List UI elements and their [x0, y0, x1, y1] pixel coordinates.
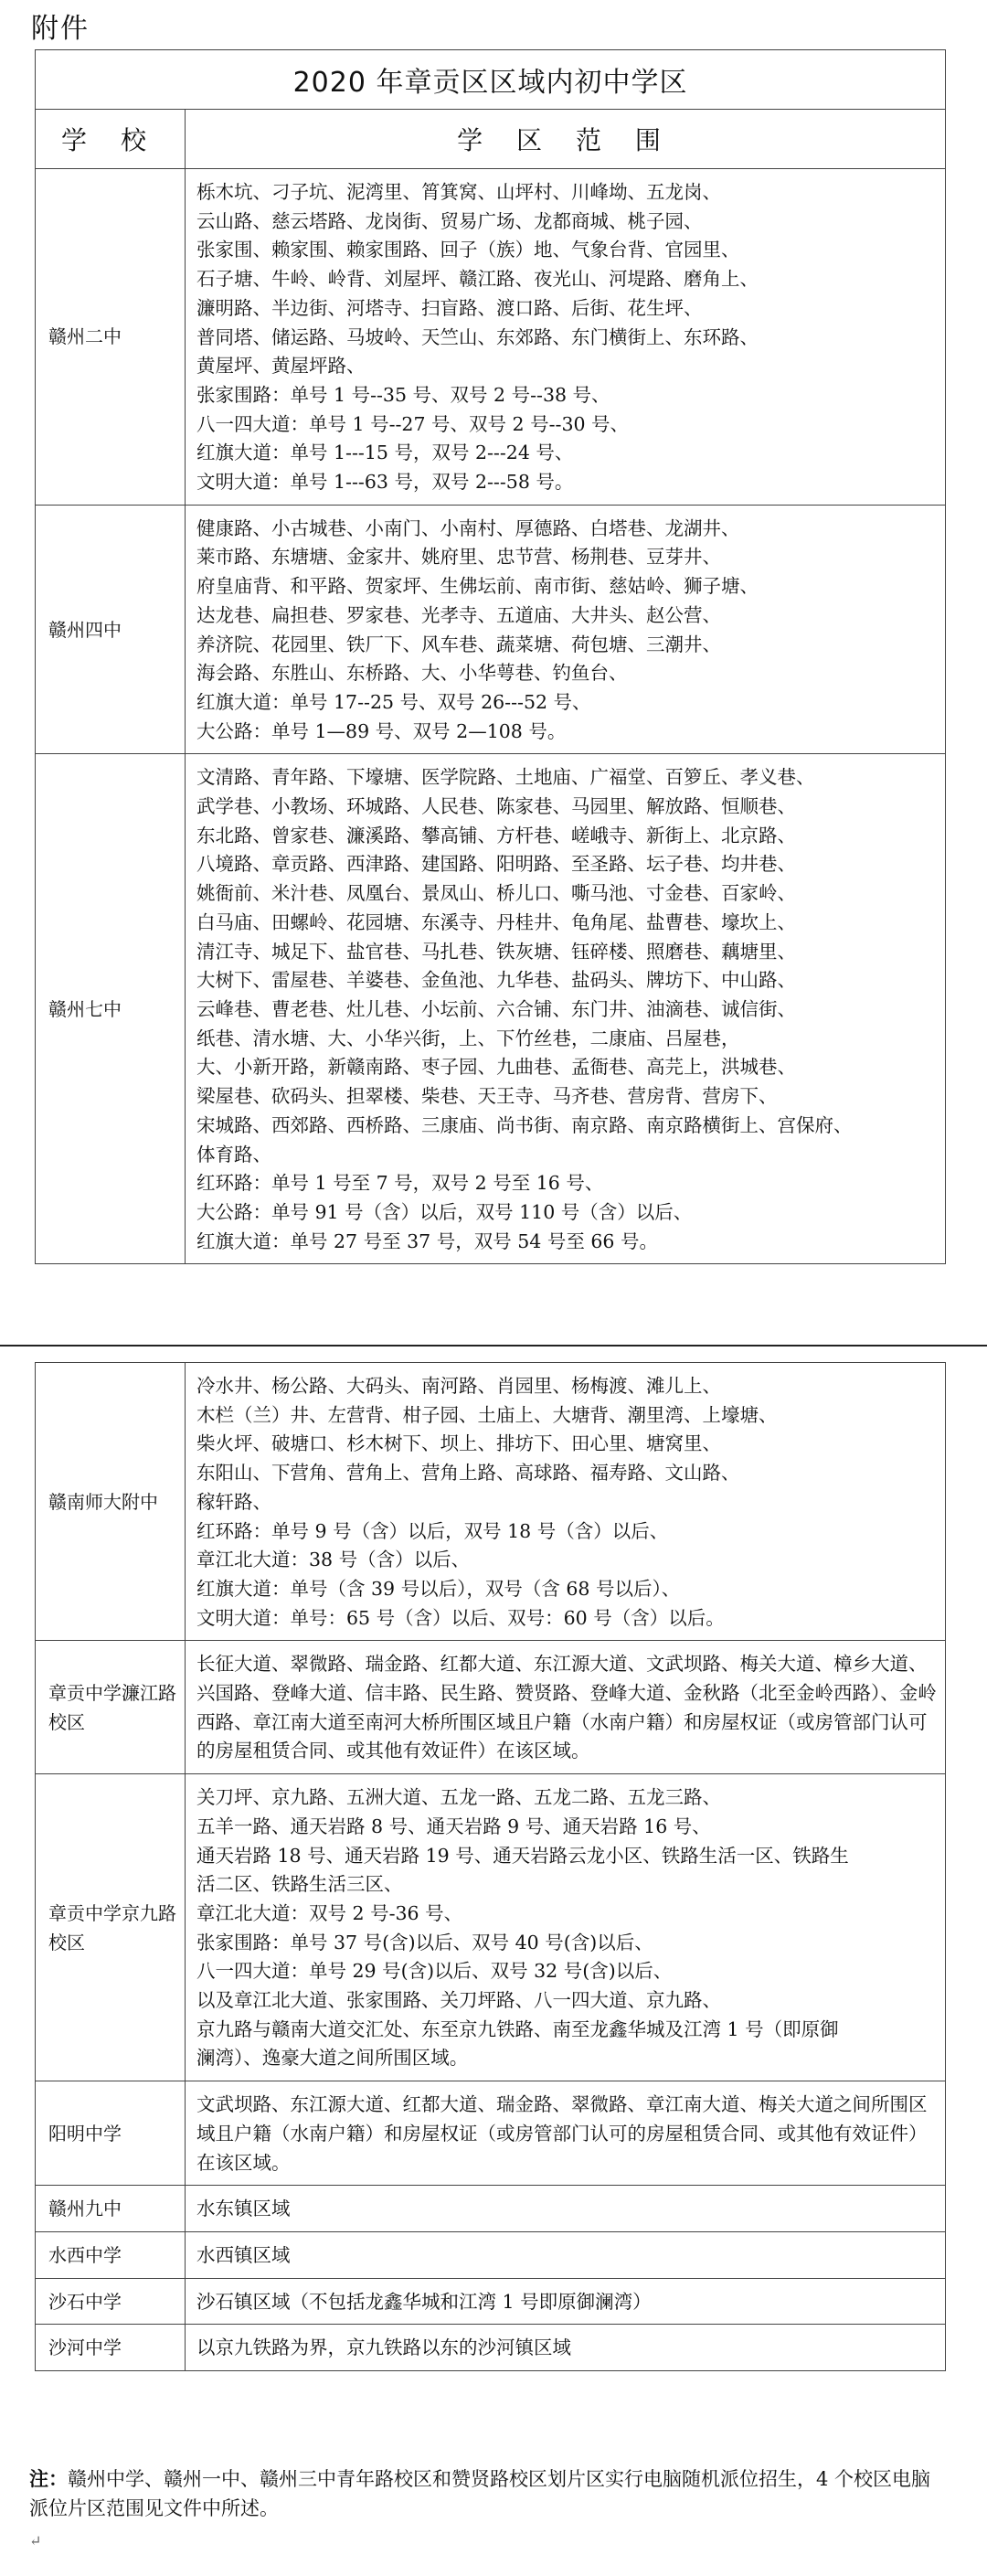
range-line: 以及章江北大道、张家围路、关刀坪路、八一四大道、京九路、 [196, 1989, 721, 2012]
district-range [186, 1641, 946, 1774]
school-name: 章贡中学京九路校区 [36, 1774, 186, 2081]
range-line: 纸巷、清水塘、大、小华兴街，上、下竹丝巷，二康庙、吕屋巷， [196, 1027, 740, 1049]
range-line: 云峰巷、曹老巷、灶儿巷、小坛前、六合铺、东门井、油滴巷、诚信街、 [196, 997, 796, 1020]
table-row [36, 2325, 946, 2371]
range-line: 章江北大道：双号 2 号-36 号、 [196, 1901, 463, 1924]
range-line: 通天岩路 18 号、通天岩路 19 号、通天岩路云龙小区、铁路生活一区、铁路生 [196, 1844, 849, 1867]
range-line: 红环路：单号 1 号至 7 号，双号 2 号至 16 号、 [196, 1172, 604, 1195]
range-line: 木栏（兰）井、左营背、柑子园、土庙上、大塘背、潮里湾、上壕塘、 [196, 1403, 778, 1426]
school-name: 赣州七中 [36, 754, 186, 1264]
range-line: 大公路：单号 91 号（含）以后，双号 110 号（含）以后、 [196, 1200, 693, 1223]
district-range [186, 2325, 946, 2371]
range-line: 莱市路、东塘塘、金家井、姚府里、忠节营、杨荆巷、豆芽井、 [196, 546, 721, 569]
range-line: 达龙巷、扁担巷、罗家巷、光孝寺、五道庙、大井头、赵公营、 [196, 603, 721, 626]
range-line: 红环路：单号 9 号（含）以后，双号 18 号（含）以后、 [196, 1519, 669, 1542]
range-line: 健康路、小古城巷、小南门、小南村、厚德路、白塔巷、龙湖井、 [196, 516, 740, 539]
range-line: 武学巷、小教场、环城路、人民巷、陈家巷、马园里、解放路、恒顺巷、 [196, 795, 796, 818]
range-text: 水西镇区域 [196, 2243, 291, 2266]
range-line: 稼轩路、 [196, 1490, 271, 1513]
footnote [29, 2464, 943, 2523]
school-name: 赣州二中 [36, 169, 186, 506]
range-line: 栎木坑、刁子坑、泥湾里、筲箕窝、山坪村、川峰坳、五龙岗、 [196, 181, 721, 203]
range-text: 水东镇区域 [196, 2198, 291, 2220]
range-line: 宋城路、西郊路、西桥路、三康庙、尚书街、南京路、南京路横街上、宫保府、 [196, 1113, 853, 1136]
school-name: 赣州九中 [36, 2186, 186, 2232]
column-header-range: 学 区 范 围 [186, 110, 946, 169]
range-line: 张家围路：单号 1 号--35 号、双号 2 号--38 号、 [196, 383, 610, 406]
district-range [186, 505, 946, 754]
school-name: 沙河中学 [36, 2325, 186, 2371]
range-line: 文明大道：单号 1---63 号，双号 2---58 号。 [196, 471, 574, 494]
district-range [186, 754, 946, 1264]
footnote-text: 赣州中学、赣州一中、赣州三中青年路校区和赞贤路校区划片区实行电脑随机派位招生，4 个校区电脑派位片区范围见文件中所述。 [29, 2468, 931, 2519]
range-line: 张家围、赖家围、赖家围路、回子（族）地、气象台背、官园里、 [196, 239, 740, 261]
range-line: 章江北大道：38 号（含）以后、 [196, 1549, 471, 1571]
district-table-part1 [35, 49, 946, 1264]
range-line: 体育路、 [196, 1143, 271, 1166]
table-row [36, 2231, 946, 2278]
range-line: 红旗大道：单号 17--25 号、双号 26---52 号、 [196, 690, 591, 713]
school-name: 章贡中学濂江路校区 [36, 1641, 186, 1774]
range-line: 八一四大道：单号 29 号(含)以后、双号 32 号(含)以后、 [196, 1960, 673, 1983]
district-range [186, 1363, 946, 1641]
school-name: 水西中学 [36, 2231, 186, 2278]
range-line: 文明大道：单号：65 号（含）以后、双号：60 号（含）以后。 [196, 1606, 725, 1629]
column-header-school: 学 校 [36, 110, 186, 169]
page-break-line [0, 1345, 987, 1347]
range-line: 梁屋巷、砍码头、担翠楼、柴巷、天王寺、马齐巷、营房背、营房下、 [196, 1085, 778, 1108]
range-text: 沙石镇区域（不包括龙鑫华城和江湾 1 号即原御澜湾） [196, 2290, 652, 2313]
range-line: 东北路、曾家巷、濂溪路、攀高铺、方杆巷、嵯峨寺、新街上、北京路、 [196, 824, 796, 846]
district-range [186, 2186, 946, 2232]
school-name: 赣州四中 [36, 505, 186, 754]
range-line: 八一四大道：单号 1 号--27 号、双号 2 号--30 号、 [196, 412, 630, 435]
range-line: 姚衙前、米汁巷、凤凰台、景凤山、桥儿口、嘶马池、寸金巷、百家岭、 [196, 882, 796, 905]
range-line: 八境路、章贡路、西津路、建国路、阳明路、至圣路、坛子巷、均井巷、 [196, 853, 796, 876]
table-row [36, 1363, 946, 1641]
table-row [36, 1774, 946, 2081]
school-name: 赣南师大附中 [36, 1363, 186, 1641]
range-line: 京九路与赣南大道交汇处、东至京九铁路、南至龙鑫华城及江湾 1 号（即原御 [196, 2017, 839, 2040]
range-line: 濂明路、半边街、河塔寺、扫盲路、渡口路、后街、花生坪、 [196, 296, 703, 319]
range-line: 文清路、青年路、下壕塘、医学院路、土地庙、广福堂、百箩丘、孝义巷、 [196, 766, 815, 789]
range-line: 东阳山、下营角、营角上、营角上路、高球路、福寿路、文山路、 [196, 1462, 740, 1485]
table-title: 2020 年章贡区区域内初中学区 [36, 50, 946, 110]
range-line: 柴火坪、破塘口、杉木树下、坝上、排坊下、田心里、塘窝里、 [196, 1432, 721, 1455]
district-range [186, 169, 946, 506]
range-line: 冷水井、杨公路、大码头、南河路、肖园里、杨梅渡、滩儿上、 [196, 1375, 721, 1397]
range-line: 关刀坪、京九路、五洲大道、五龙一路、五龙二路、五龙三路、 [196, 1786, 721, 1809]
range-line: 张家围路：单号 37 号(含)以后、双号 40 号(含)以后、 [196, 1931, 653, 1953]
range-line: 五羊一路、通天岩路 8 号、通天岩路 9 号、通天岩路 16 号、 [196, 1815, 711, 1837]
range-line: 黄屋坪、黄屋坪路、 [196, 355, 366, 378]
range-line: 大、小新开路，新赣南路、枣子园、九曲巷、孟衙巷、高芫上，洪城巷、 [196, 1056, 796, 1079]
range-text: 长征大道、翠微路、瑞金路、红都大道、东江源大道、文武坝路、梅关大道、樟乡大道、兴国路、登峰大道、信丰路、民生路、赞贤路、登峰大道、金秋路（北至金岭西路）、金岭西路、章江南大道至南河大桥所围区域且户籍（水南户籍）和房屋权证（或房管部门认可的房屋租赁合同、或其他有效证件）在该区域。 [196, 1653, 937, 1762]
footnote-label: 注： [29, 2467, 68, 2490]
return-mark-icon: ↵ [29, 2532, 42, 2549]
district-range [186, 1774, 946, 2081]
range-line: 活二区、铁路生活三区、 [196, 1873, 403, 1896]
table-row [36, 754, 946, 1264]
district-table-part2 [35, 1362, 946, 2371]
range-line: 府皇庙背、和平路、贺家坪、生佛坛前、南市街、慈姑岭、狮子塘、 [196, 575, 759, 598]
range-text: 文武坝路、东江源大道、红都大道、瑞金路、翠微路、章江南大道、梅关大道之间所围区域且户籍（水南户籍）和房屋权证（或房管部门认可的房屋租赁合同、或其他有效证件）在该区域。 [196, 2093, 928, 2174]
range-line: 大树下、雷屋巷、羊婆巷、金鱼池、九华巷、盐码头、牌坊下、中山路、 [196, 969, 796, 992]
range-line: 云山路、慈云塔路、龙岗街、贸易广场、龙都商城、桃子园、 [196, 209, 703, 232]
table-row [36, 169, 946, 506]
range-line: 大公路：单号 1—89 号、双号 2—108 号。 [196, 719, 567, 742]
district-range [186, 2278, 946, 2325]
district-range [186, 2081, 946, 2186]
table-row [36, 2186, 946, 2232]
range-line: 养济院、花园里、铁厂下、风车巷、蔬菜塘、荷包塘、三潮井、 [196, 633, 721, 655]
school-name: 沙石中学 [36, 2278, 186, 2325]
range-line: 海会路、东胜山、东桥路、大、小华萼巷、钓鱼台、 [196, 662, 628, 685]
range-line: 白马庙、田螺岭、花园塘、东溪寺、丹桂井、龟角尾、盐曹巷、壕坎上、 [196, 910, 796, 933]
attachment-label: 附件 [31, 13, 90, 45]
table-row [36, 1641, 946, 1774]
range-line: 清江寺、城足下、盐官巷、马扎巷、铁灰塘、钰碎楼、照磨巷、藕塘里、 [196, 940, 796, 963]
range-line: 红旗大道：单号（含 39 号以后），双号（含 68 号以后）、 [196, 1577, 681, 1600]
table-row [36, 2278, 946, 2325]
range-line: 石子塘、牛岭、岭背、刘屋坪、赣江路、夜光山、河堤路、磨角上、 [196, 268, 759, 291]
range-line: 红旗大道：单号 1---15 号，双号 2---24 号、 [196, 442, 574, 464]
range-line: 红旗大道：单号 27 号至 37 号，双号 54 号至 66 号。 [196, 1229, 658, 1252]
school-name: 阳明中学 [36, 2081, 186, 2186]
table-row [36, 505, 946, 754]
range-line: 澜湾）、逸豪大道之间所围区域。 [196, 2047, 469, 2070]
district-range [186, 2231, 946, 2278]
range-line: 普同塔、储运路、马坡岭、天竺山、东郊路、东门横街上、东环路、 [196, 325, 759, 348]
table-row [36, 2081, 946, 2186]
range-text: 以京九铁路为界，京九铁路以东的沙河镇区域 [196, 2336, 571, 2359]
